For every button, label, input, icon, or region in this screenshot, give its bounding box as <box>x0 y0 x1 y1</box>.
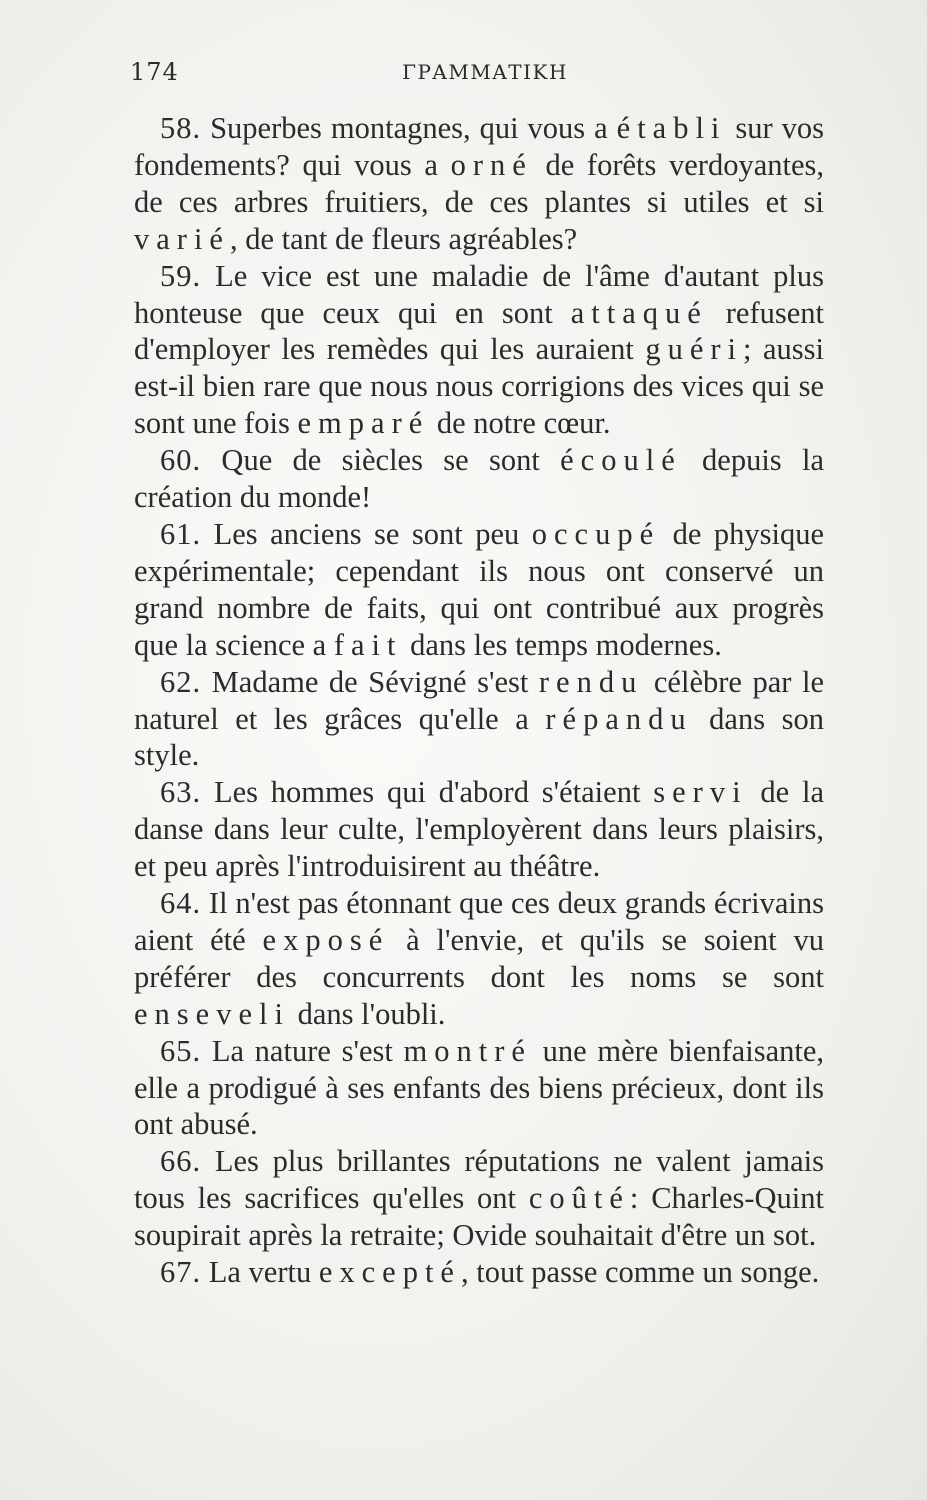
text-segment: Que de siècles se sont <box>201 443 561 478</box>
text-segment: depuis la création du monde! <box>134 443 824 515</box>
exercise-paragraph <box>134 1254 824 1291</box>
exercise-paragraph <box>134 774 824 885</box>
text-segment: à l'envie, et qu'ils se soient vu préférer des concurrents dont les noms se sont <box>134 922 825 994</box>
text-segment: Les anciens se sont peu <box>201 516 532 551</box>
text-segment: Madame de Sévigné s'est <box>201 664 539 699</box>
text-segment: , de tant de fleurs agréables? <box>229 221 578 256</box>
exercise-paragraph <box>134 1033 824 1144</box>
text-segment: Il n'est pas étonnant que ces deux grands écrivains aient été <box>134 886 824 957</box>
spaced-participle: exposé <box>262 922 390 957</box>
spaced-participle: attaqué <box>570 295 708 330</box>
text-segment: Les hommes qui d'abord s'étaient <box>201 775 654 810</box>
text-segment: dans l'oubli. <box>289 996 446 1031</box>
spaced-participle: occupé <box>531 516 661 551</box>
spaced-participle: varié <box>134 221 230 256</box>
text-segment: La vertu <box>201 1255 319 1290</box>
exercise-paragraph <box>134 885 824 1033</box>
spaced-participle: servi <box>653 775 748 810</box>
text-segment: Superbes montagnes, qui vous a <box>201 111 617 145</box>
exercise-number: 64. <box>160 886 202 921</box>
spaced-participle: enseveli <box>134 996 290 1031</box>
text-segment: une mère bienfaisante, elle a prodigué à ses enfants des biens précieux, dont ils ont abusé. <box>134 1033 824 1142</box>
text-segment: de forêts verdoyantes, de ces arbres fruitiers, de ces plantes si utiles et si <box>134 147 825 219</box>
running-head <box>130 58 830 94</box>
exercise-number: 61. <box>160 516 202 551</box>
exercise-paragraph <box>134 442 824 516</box>
spaced-participle: rendu <box>538 664 644 699</box>
text-segment: de notre cœur. <box>429 406 611 441</box>
text-segment: de la danse dans leur culte, l'employèrent dans leurs plaisirs, et peu après l'introduisirent au théâtre. <box>134 775 824 884</box>
spaced-participle: écoulé <box>560 443 682 478</box>
exercise-number: 59. <box>160 258 202 293</box>
exercise-number: 65. <box>160 1033 202 1068</box>
text-segment: , tout passe comme un songe. <box>460 1255 820 1290</box>
text-segment: Les plus brillantes réputations ne valent jamais tous les sacrifices qu'elles ont <box>134 1144 824 1216</box>
text-segment: dans son style. <box>134 701 825 773</box>
body-text <box>134 110 824 1291</box>
spaced-participle: emparé <box>297 406 430 441</box>
exercise-number: 63. <box>160 775 202 810</box>
exercise-paragraph <box>134 1143 824 1254</box>
exercise-paragraph <box>134 110 824 258</box>
spaced-participle: orné <box>450 147 533 182</box>
text-segment: refusent d'employer les remèdes qui les auraient <box>134 295 825 367</box>
spaced-participle: répandu <box>545 701 693 736</box>
exercise-number: 66. <box>160 1144 202 1179</box>
spaced-participle: établi <box>616 111 727 145</box>
text-segment: dans les temps modernes. <box>402 627 722 662</box>
spaced-participle: fait <box>333 627 403 662</box>
text-segment: célèbre par le naturel et les grâces qu'elle a <box>134 664 824 736</box>
spaced-participle: coûté <box>528 1181 630 1216</box>
text-segment: La nature s'est <box>201 1033 404 1068</box>
exercise-paragraph <box>134 664 824 775</box>
text-segment: Le vice est une maladie de l'âme d'autant plus honteuse que ceux qui en sont <box>134 258 824 330</box>
exercise-number: 62. <box>160 664 202 699</box>
spaced-participle: excepté <box>318 1255 461 1290</box>
text-segment: : Charles-Quint soupirait après la retraite; Ovide souhaitait d'être un sot. <box>134 1181 824 1253</box>
exercise-paragraph <box>134 258 824 443</box>
exercise-number: 67. <box>160 1255 202 1290</box>
exercise-number: 60. <box>160 443 202 478</box>
text-segment: sur vos fondements? qui vous a <box>134 111 824 182</box>
spaced-participle: guéri <box>645 332 744 367</box>
exercise-paragraph <box>134 516 824 664</box>
text-segment: de physique expérimentale; cependant ils nous ont conservé un grand nombre de faits, qui ont contribué aux progrès que la science a <box>134 516 825 662</box>
running-title: ΓΡΑΜΜΑΤΙΚΗ <box>402 60 568 84</box>
page-number: 174 <box>130 58 179 86</box>
text-segment: ; aussi est-il bien rare que nous nous corrigions des vices qui se sont une fois <box>134 332 824 441</box>
spaced-participle: montré <box>403 1033 532 1068</box>
exercise-number: 58. <box>160 111 202 145</box>
